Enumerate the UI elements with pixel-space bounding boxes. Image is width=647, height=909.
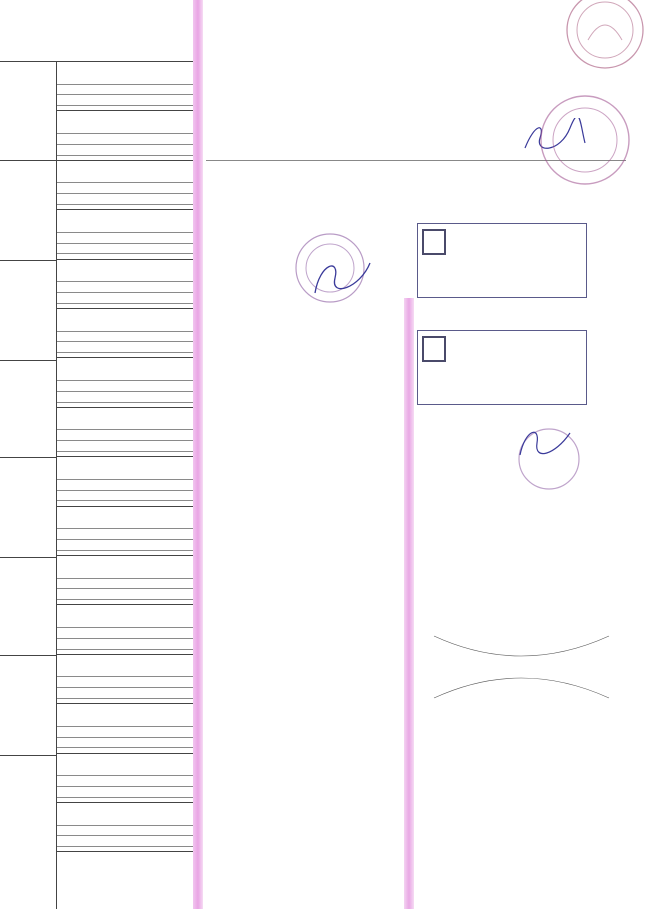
ancestor-cell [57, 656, 194, 699]
pink-perforation-strip [193, 0, 203, 909]
ancestor-health [57, 145, 194, 156]
ancestor-reg-row [57, 134, 194, 145]
ancestor-name [57, 310, 194, 321]
ancestor-health [57, 293, 194, 304]
ancestor-kennel [57, 815, 194, 826]
ancestor-divider [56, 209, 195, 210]
ancestor-name [57, 557, 194, 568]
ancestor-cell [57, 508, 194, 551]
ancestor-reg-row [57, 183, 194, 194]
pink-perforation-strip [404, 298, 414, 909]
ancestor-name [57, 211, 194, 222]
ancestor-kennel [57, 617, 194, 628]
ancestor-cell [57, 409, 194, 452]
ancestor-name [57, 804, 194, 815]
ancestor-kennel [57, 765, 194, 776]
ancestor-name [57, 458, 194, 469]
ancestor-reg-row [57, 381, 194, 392]
ancestor-divider [56, 802, 195, 803]
ancestor-kennel [57, 222, 194, 233]
g-letter [422, 229, 446, 255]
ancestor-health [57, 441, 194, 452]
ancestor-cell [57, 606, 194, 649]
ancestor-reg-row [57, 282, 194, 293]
ancestor-reg-row [57, 579, 194, 590]
ancestor-kennel [57, 420, 194, 431]
ancestor-kennel [57, 568, 194, 579]
ancestor-cell [57, 261, 194, 304]
ancestor-health [57, 639, 194, 650]
g-letter [422, 336, 446, 362]
ancestor-health [57, 491, 194, 502]
ancestor-kennel [57, 271, 194, 282]
ancestor-kennel [57, 74, 194, 85]
ancestor-divider [56, 259, 195, 260]
ancestor-reg-row [57, 480, 194, 491]
signature-scribble [310, 258, 380, 298]
ancestor-name [57, 162, 194, 173]
ancestor-divider [56, 357, 195, 358]
ancestor-cell [57, 310, 194, 353]
ancestor-divider [56, 110, 195, 111]
ancestor-reg-row [57, 776, 194, 787]
rtg-dbk-vet-stamp [417, 330, 587, 405]
ancestor-reg-row [57, 85, 194, 96]
ancestor-name [57, 409, 194, 420]
ancestor-reg-row [57, 332, 194, 343]
ancestor-health [57, 244, 194, 255]
ancestor-divider [56, 407, 195, 408]
ancestor-cell [57, 211, 194, 254]
ancestor-kennel [57, 469, 194, 480]
ancestor-kennel [57, 123, 194, 134]
union-seal-stamp [535, 85, 635, 195]
ancestor-divider [56, 308, 195, 309]
ancestor-divider [56, 555, 195, 556]
ancestor-health [57, 787, 194, 798]
ancestor-health [57, 589, 194, 600]
ancestor-name [57, 705, 194, 716]
ancestor-divider [56, 506, 195, 507]
ancestor-health [57, 688, 194, 699]
ancestor-cell [57, 112, 194, 155]
rtg-dlk-vet-stamp [417, 223, 587, 298]
ancestor-divider [56, 456, 195, 457]
ancestor-name [57, 63, 194, 74]
ancestor-name [57, 755, 194, 766]
ancestor-name [57, 359, 194, 370]
ancestor-cell [57, 63, 194, 106]
ancestor-name [57, 112, 194, 123]
ancestor-divider [56, 851, 195, 852]
ancestor-name [57, 508, 194, 519]
ancestor-reg-row [57, 677, 194, 688]
ancestor-name [57, 261, 194, 272]
ancestor-health [57, 738, 194, 749]
ancestor-cell [57, 804, 194, 847]
ancestor-health [57, 392, 194, 403]
ancestor-health [57, 540, 194, 551]
ancestor-kennel [57, 321, 194, 332]
ancestor-kennel [57, 716, 194, 727]
signature-scribble [515, 425, 575, 465]
ancestor-cell [57, 557, 194, 600]
teeth-diagram [424, 606, 619, 726]
ancestor-health [57, 836, 194, 847]
ancestor-kennel [57, 667, 194, 678]
ancestor-cell [57, 458, 194, 501]
ancestor-divider [56, 604, 195, 605]
ancestor-reg-row [57, 727, 194, 738]
ancestor-divider [56, 654, 195, 655]
ancestor-kennel [57, 518, 194, 529]
ancestor-reg-row [57, 628, 194, 639]
ancestor-cell [57, 359, 194, 402]
ancestor-kennel [57, 173, 194, 184]
ancestor-reg-row [57, 826, 194, 837]
ancestor-cell [57, 162, 194, 205]
ancestor-divider [56, 160, 195, 161]
ancestor-kennel [57, 370, 194, 381]
ancestor-name [57, 656, 194, 667]
ancestor-health [57, 95, 194, 106]
ancestor-name [57, 606, 194, 617]
ancestor-reg-row [57, 529, 194, 540]
ancestor-cell [57, 705, 194, 748]
ancestor-divider [56, 703, 195, 704]
ancestor-divider [56, 753, 195, 754]
ancestor-reg-row [57, 233, 194, 244]
ancestor-health [57, 342, 194, 353]
ancestor-reg-row [57, 430, 194, 441]
official-seal-stamp [560, 0, 647, 75]
ancestor-cell [57, 755, 194, 798]
ancestor-health [57, 194, 194, 205]
